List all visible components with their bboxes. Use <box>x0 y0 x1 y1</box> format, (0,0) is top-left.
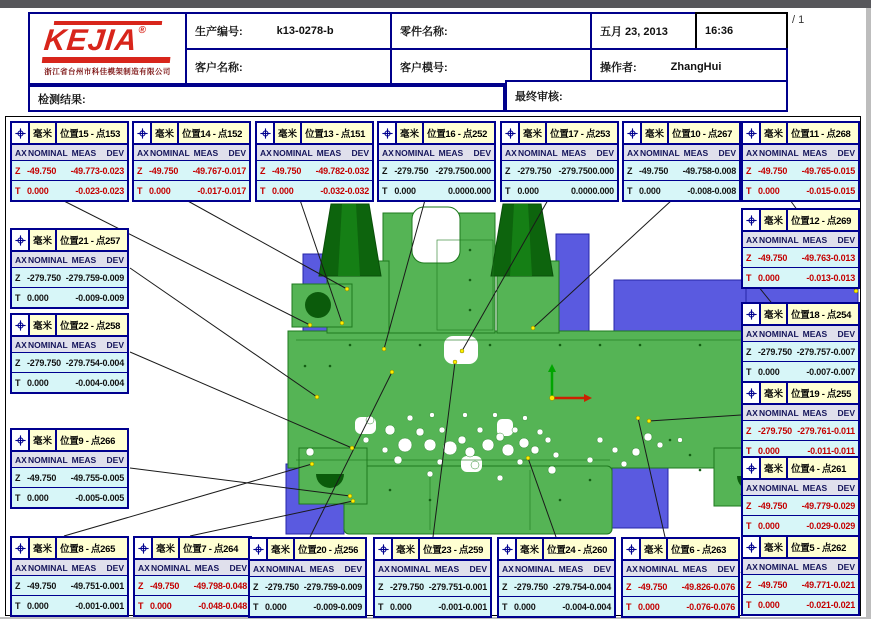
measurement-row-z: Z -49.750 -49.826 -0.076 <box>623 577 738 597</box>
position-target-icon <box>743 210 761 230</box>
measurement-row-t: T 0.000 -0.032 -0.032 <box>257 181 372 200</box>
measurement-box[interactable] <box>10 313 129 394</box>
measurement-box[interactable] <box>497 537 616 618</box>
measurement-row-t: T 0.000 0.000 0.000 <box>502 181 617 200</box>
position-target-icon <box>135 538 153 558</box>
position-target-icon <box>379 123 397 143</box>
unit-label: 毫米 <box>641 539 668 559</box>
measurement-box[interactable] <box>132 121 251 202</box>
box-title: 位置16 - 点252 <box>424 123 494 143</box>
measurement-row-z: Z -49.750 -49.763 -0.013 <box>743 248 858 268</box>
measurement-box-header <box>379 123 494 145</box>
box-title: 位置19 - 点255 <box>788 383 858 403</box>
measurement-row-z: Z -49.750 -49.773 -0.023 <box>12 161 127 181</box>
box-title: 位置4 - 点261 <box>788 458 858 478</box>
unit-label: 毫米 <box>268 539 295 559</box>
box-title: 位置7 - 点264 <box>180 538 250 558</box>
position-target-icon <box>743 123 761 143</box>
measurement-box[interactable] <box>741 535 860 616</box>
measurement-box[interactable] <box>741 121 860 202</box>
unit-label: 毫米 <box>761 123 788 143</box>
measurement-row-t: T 0.000 -0.023 -0.023 <box>12 181 127 200</box>
measurement-box-header <box>375 539 490 561</box>
column-headers: AX NOMINAL MEAS DEV <box>743 480 858 496</box>
measurement-box-header <box>502 123 617 145</box>
measurement-row-t: T 0.000 -0.015 -0.015 <box>743 181 858 200</box>
column-headers: AX NOMINAL MEAS DEV <box>502 145 617 161</box>
report-time: 16:36 <box>705 25 734 37</box>
measurement-row-t: T 0.000 -0.076 -0.076 <box>623 597 738 616</box>
column-headers: AX NOMINAL MEAS DEV <box>257 145 372 161</box>
measurement-box[interactable] <box>741 208 860 289</box>
column-headers: AX NOMINAL MEAS DEV <box>12 252 127 268</box>
inspection-result-label: 检测结果: <box>38 93 86 106</box>
measurement-box-header <box>134 123 249 145</box>
measurement-row-t: T 0.000 -0.011 -0.011 <box>743 441 858 460</box>
registered-mark: ® <box>137 24 148 36</box>
measurement-row-z: Z -49.750 -49.771 -0.021 <box>743 575 858 595</box>
measurement-box[interactable] <box>10 121 129 202</box>
company-logo-cell <box>28 12 187 85</box>
measurement-row-t: T 0.000 -0.013 -0.013 <box>743 268 858 287</box>
position-target-icon <box>499 539 517 559</box>
box-title: 位置11 - 点268 <box>788 123 858 143</box>
customer-name-label: 客户名称: <box>195 61 243 74</box>
production-number-cell <box>185 12 392 50</box>
part-name-label: 零件名称: <box>400 26 448 38</box>
measurement-box[interactable] <box>741 381 860 462</box>
position-target-icon <box>743 304 761 324</box>
measurement-row-z: Z -279.750 -279.754 -0.004 <box>12 353 127 373</box>
measurement-row-z: Z -49.750 -49.765 -0.015 <box>743 161 858 181</box>
measurement-box-header <box>250 539 365 561</box>
measurement-row-z: Z -49.750 -49.782 -0.032 <box>257 161 372 181</box>
column-headers: AX NOMINAL MEAS DEV <box>135 560 250 576</box>
measurement-row-z: Z -49.750 -49.798 -0.048 <box>135 576 250 596</box>
unit-label: 毫米 <box>397 123 424 143</box>
date-cell <box>590 12 697 50</box>
unit-label: 毫米 <box>761 458 788 478</box>
box-title: 位置8 - 点265 <box>57 538 127 558</box>
box-title: 位置22 - 点258 <box>57 315 127 335</box>
column-headers: AX NOMINAL MEAS DEV <box>623 561 738 577</box>
logo-bottom-bar <box>41 57 170 63</box>
measurement-box-header <box>135 538 250 560</box>
position-target-icon <box>502 123 520 143</box>
position-target-icon <box>624 123 642 143</box>
measurement-box-header <box>12 430 127 452</box>
measurement-row-z: Z -49.750 -49.758 -0.008 <box>624 161 739 181</box>
unit-label: 毫米 <box>761 537 788 557</box>
box-title: 位置13 - 点151 <box>302 123 372 143</box>
measurement-box-header <box>12 230 127 252</box>
measurement-row-t: T 0.000 -0.001 -0.001 <box>375 597 490 616</box>
page-indicator: / 1 <box>792 14 805 26</box>
unit-label: 毫米 <box>30 315 57 335</box>
position-target-icon <box>743 537 761 557</box>
unit-label: 毫米 <box>153 538 180 558</box>
measurement-row-t: T 0.000 0.000 0.000 <box>379 181 494 200</box>
column-headers: AX NOMINAL MEAS DEV <box>624 145 739 161</box>
measurement-row-z: Z -279.750 -279.751 -0.001 <box>375 577 490 597</box>
unit-label: 毫米 <box>761 383 788 403</box>
measurement-row-t: T 0.000 -0.029 -0.029 <box>743 516 858 535</box>
column-headers: AX NOMINAL MEAS DEV <box>379 145 494 161</box>
position-target-icon <box>12 315 30 335</box>
measurement-row-t: T 0.000 -0.017 -0.017 <box>134 181 249 200</box>
column-headers: AX NOMINAL MEAS DEV <box>12 145 127 161</box>
column-headers: AX NOMINAL MEAS DEV <box>743 326 858 342</box>
measurement-box[interactable] <box>255 121 374 202</box>
measurement-box[interactable] <box>133 536 252 617</box>
measurement-box-header <box>12 315 127 337</box>
inspection-result-cell <box>28 85 505 112</box>
measurement-box-header <box>499 539 614 561</box>
column-headers: AX NOMINAL MEAS DEV <box>12 560 127 576</box>
logo-brand-text: KEJIA® <box>41 23 148 57</box>
measurement-row-z: Z -49.750 -49.755 -0.005 <box>12 468 127 488</box>
final-review-cell <box>505 80 788 112</box>
measurement-box-header <box>743 458 858 480</box>
measurement-box[interactable] <box>741 456 860 537</box>
production-number-label: 生产编号: <box>195 26 243 38</box>
measurement-box[interactable] <box>500 121 619 202</box>
position-target-icon <box>257 123 275 143</box>
company-name: 浙江省台州市科佳模架制造有限公司 <box>44 66 171 76</box>
measurement-row-z: Z -49.750 -49.767 -0.017 <box>134 161 249 181</box>
unit-label: 毫米 <box>152 123 179 143</box>
measurement-box[interactable] <box>373 537 492 618</box>
measurement-box[interactable] <box>622 121 741 202</box>
customer-mold-label: 客户模号: <box>400 61 448 74</box>
column-headers: AX NOMINAL MEAS DEV <box>12 337 127 353</box>
measurement-box[interactable] <box>377 121 496 202</box>
column-headers: AX NOMINAL MEAS DEV <box>499 561 614 577</box>
position-target-icon <box>623 539 641 559</box>
column-headers: AX NOMINAL MEAS DEV <box>375 561 490 577</box>
measurement-box[interactable] <box>248 537 367 618</box>
box-title: 位置15 - 点153 <box>57 123 127 143</box>
measurement-row-z: Z -279.750 -279.750 0.000 <box>502 161 617 181</box>
box-title: 位置5 - 点262 <box>788 537 858 557</box>
box-title: 位置6 - 点263 <box>668 539 738 559</box>
column-headers: AX NOMINAL MEAS DEV <box>12 452 127 468</box>
measurement-box-header <box>12 538 127 560</box>
position-target-icon <box>12 538 30 558</box>
column-headers: AX NOMINAL MEAS DEV <box>743 145 858 161</box>
unit-label: 毫米 <box>30 123 57 143</box>
measurement-box[interactable] <box>741 302 860 383</box>
box-title: 位置23 - 点259 <box>420 539 490 559</box>
measurement-row-t: T 0.000 -0.004 -0.004 <box>499 597 614 616</box>
measurement-row-t: T 0.000 -0.007 -0.007 <box>743 362 858 381</box>
position-target-icon <box>12 230 30 250</box>
box-title: 位置10 - 点267 <box>669 123 739 143</box>
measurement-box[interactable] <box>621 537 740 618</box>
time-cell <box>695 12 788 50</box>
measurement-box[interactable] <box>10 428 129 509</box>
measurement-row-z: Z -279.750 -279.761 -0.011 <box>743 421 858 441</box>
column-headers: AX NOMINAL MEAS DEV <box>134 145 249 161</box>
measurement-row-t: T 0.000 -0.001 -0.001 <box>12 596 127 615</box>
measurement-box-header <box>743 123 858 145</box>
measurement-row-t: T 0.000 -0.009 -0.009 <box>12 288 127 307</box>
position-target-icon <box>375 539 393 559</box>
measurement-row-z: Z -279.750 -279.759 -0.009 <box>250 577 365 597</box>
box-title: 位置18 - 点254 <box>788 304 858 324</box>
unit-label: 毫米 <box>275 123 302 143</box>
window-top-strip <box>0 0 871 8</box>
measurement-row-z: Z -279.750 -279.750 0.000 <box>379 161 494 181</box>
unit-label: 毫米 <box>517 539 544 559</box>
column-headers: AX NOMINAL MEAS DEV <box>743 559 858 575</box>
measurement-row-z: Z -279.750 -279.754 -0.004 <box>499 577 614 597</box>
measurement-box-header <box>12 123 127 145</box>
measurement-box-header <box>743 383 858 405</box>
position-target-icon <box>12 123 30 143</box>
measurement-row-t: T 0.000 -0.021 -0.021 <box>743 595 858 614</box>
measurement-box-header <box>743 304 858 326</box>
measurement-box-header <box>623 539 738 561</box>
measurement-box-header <box>257 123 372 145</box>
box-title: 位置12 - 点269 <box>788 210 858 230</box>
column-headers: AX NOMINAL MEAS DEV <box>743 232 858 248</box>
operator-value: ZhangHui <box>670 60 722 73</box>
measurement-box-header <box>743 537 858 559</box>
position-target-icon <box>12 430 30 450</box>
position-target-icon <box>743 383 761 403</box>
measurement-row-t: T 0.000 -0.048 -0.048 <box>135 596 250 615</box>
measurement-box[interactable] <box>10 536 129 617</box>
unit-label: 毫米 <box>520 123 547 143</box>
measurement-box-header <box>743 210 858 232</box>
measurement-row-z: Z -279.750 -279.757 -0.007 <box>743 342 858 362</box>
unit-label: 毫米 <box>30 430 57 450</box>
measurement-row-z: Z -49.750 -49.751 -0.001 <box>12 576 127 596</box>
box-title: 位置14 - 点152 <box>179 123 249 143</box>
customer-name-cell <box>185 48 392 85</box>
kejia-logo <box>41 21 173 63</box>
box-title: 位置9 - 点266 <box>57 430 127 450</box>
production-number-value: k13-0278-b <box>276 25 334 37</box>
position-target-icon <box>134 123 152 143</box>
box-title: 位置21 - 点257 <box>57 230 127 250</box>
position-target-icon <box>743 458 761 478</box>
measurement-row-t: T 0.000 -0.005 -0.005 <box>12 488 127 507</box>
measurement-row-t: T 0.000 -0.009 -0.009 <box>250 597 365 616</box>
measurement-row-t: T 0.000 -0.004 -0.004 <box>12 373 127 392</box>
unit-label: 毫米 <box>761 304 788 324</box>
box-title: 位置20 - 点256 <box>295 539 365 559</box>
part-name-cell <box>390 12 592 50</box>
measurement-row-t: T 0.000 -0.008 -0.008 <box>624 181 739 200</box>
unit-label: 毫米 <box>30 230 57 250</box>
measurement-row-z: Z -279.750 -279.759 -0.009 <box>12 268 127 288</box>
column-headers: AX NOMINAL MEAS DEV <box>743 405 858 421</box>
position-target-icon <box>250 539 268 559</box>
report-date: 五月 23, 2013 <box>600 26 668 38</box>
column-headers: AX NOMINAL MEAS DEV <box>250 561 365 577</box>
measurement-box-header <box>624 123 739 145</box>
unit-label: 毫米 <box>393 539 420 559</box>
measurement-box[interactable] <box>10 228 129 309</box>
final-review-label: 最终审核: <box>515 91 563 103</box>
operator-label: 操作者: <box>600 61 637 74</box>
box-title: 位置17 - 点253 <box>547 123 617 143</box>
unit-label: 毫米 <box>761 210 788 230</box>
unit-label: 毫米 <box>642 123 669 143</box>
unit-label: 毫米 <box>30 538 57 558</box>
box-title: 位置24 - 点260 <box>544 539 614 559</box>
measurement-row-z: Z -49.750 -49.779 -0.029 <box>743 496 858 516</box>
